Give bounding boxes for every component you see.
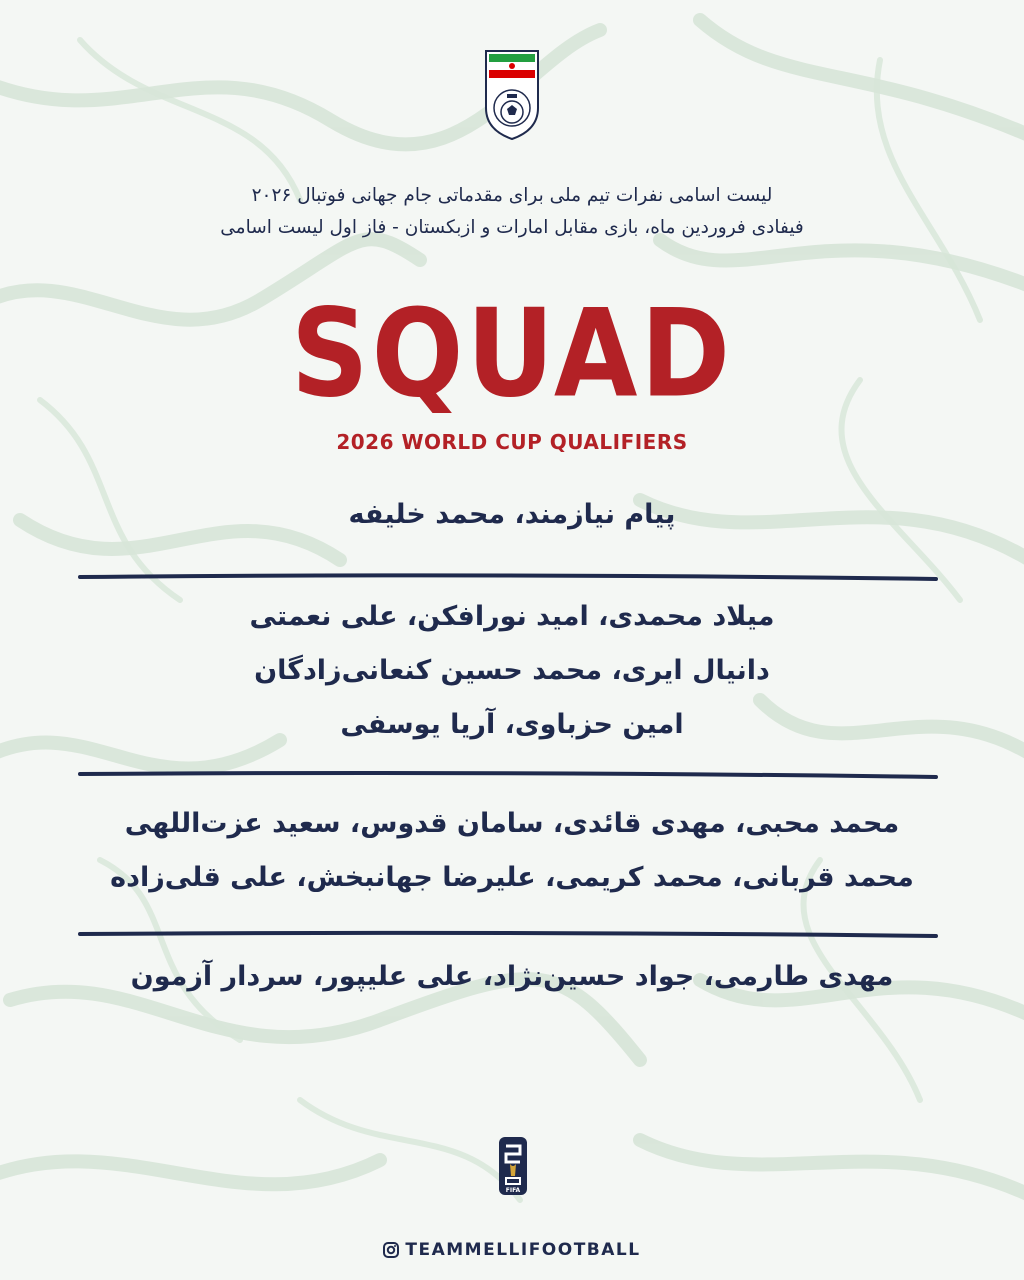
forwards-line-1: مهدی طارمی، جواد حسین‌نژاد، علی علیپور، سردار آزمون (130, 961, 894, 992)
section-divider (78, 768, 938, 780)
iran-football-federation-crest-icon (483, 48, 541, 142)
section-divider (78, 929, 938, 941)
defenders-line-3: امین حزباوی، آریا یوسفی (340, 709, 684, 740)
fifa-world-cup-2026-badge-icon (498, 1136, 528, 1196)
intro-line-2: فیفادی فروردین ماه، بازی مقابل امارات و ازبکستان - فاز اول لیست اسامی (220, 217, 804, 238)
defenders-line-1: میلاد محمدی، امید نورافکن، علی نعمتی (249, 601, 775, 632)
midfielders-line-1: محمد محبی، مهدی قائدی، سامان قدوس، سعید عزت‌اللهی (124, 808, 900, 839)
goalkeepers-line-1: پیام نیازمند، محمد خلیفه (348, 499, 676, 530)
social-handle-text: TEAMMELLIFOOTBALL (405, 1240, 641, 1260)
defenders-line-2: دانیال ایری، محمد حسین کنعانی‌زادگان (254, 655, 770, 686)
fifa-badge-label: FIFA (505, 1187, 521, 1194)
instagram-icon (383, 1242, 399, 1258)
section-divider (78, 571, 938, 583)
goalkeepers-group (90, 488, 934, 542)
defenders-group (90, 590, 934, 752)
intro-line-1: لیست اسامی نفرات تیم ملی برای مقدماتی جام جهانی فوتبال ۲۰۲۶ (251, 185, 773, 206)
midfielders-line-2: محمد قربانی، محمد کریمی، علیرضا جهانبخش، علی قلی‌زاده (110, 862, 914, 893)
squad-title: SQUAD (290, 284, 734, 425)
social-handle[interactable] (0, 1240, 1024, 1260)
forwards-group (90, 950, 934, 1004)
squad-subtitle: 2026 WORLD CUP QUALIFIERS (336, 430, 688, 454)
intro-text (112, 180, 912, 244)
midfielders-group (90, 797, 934, 905)
